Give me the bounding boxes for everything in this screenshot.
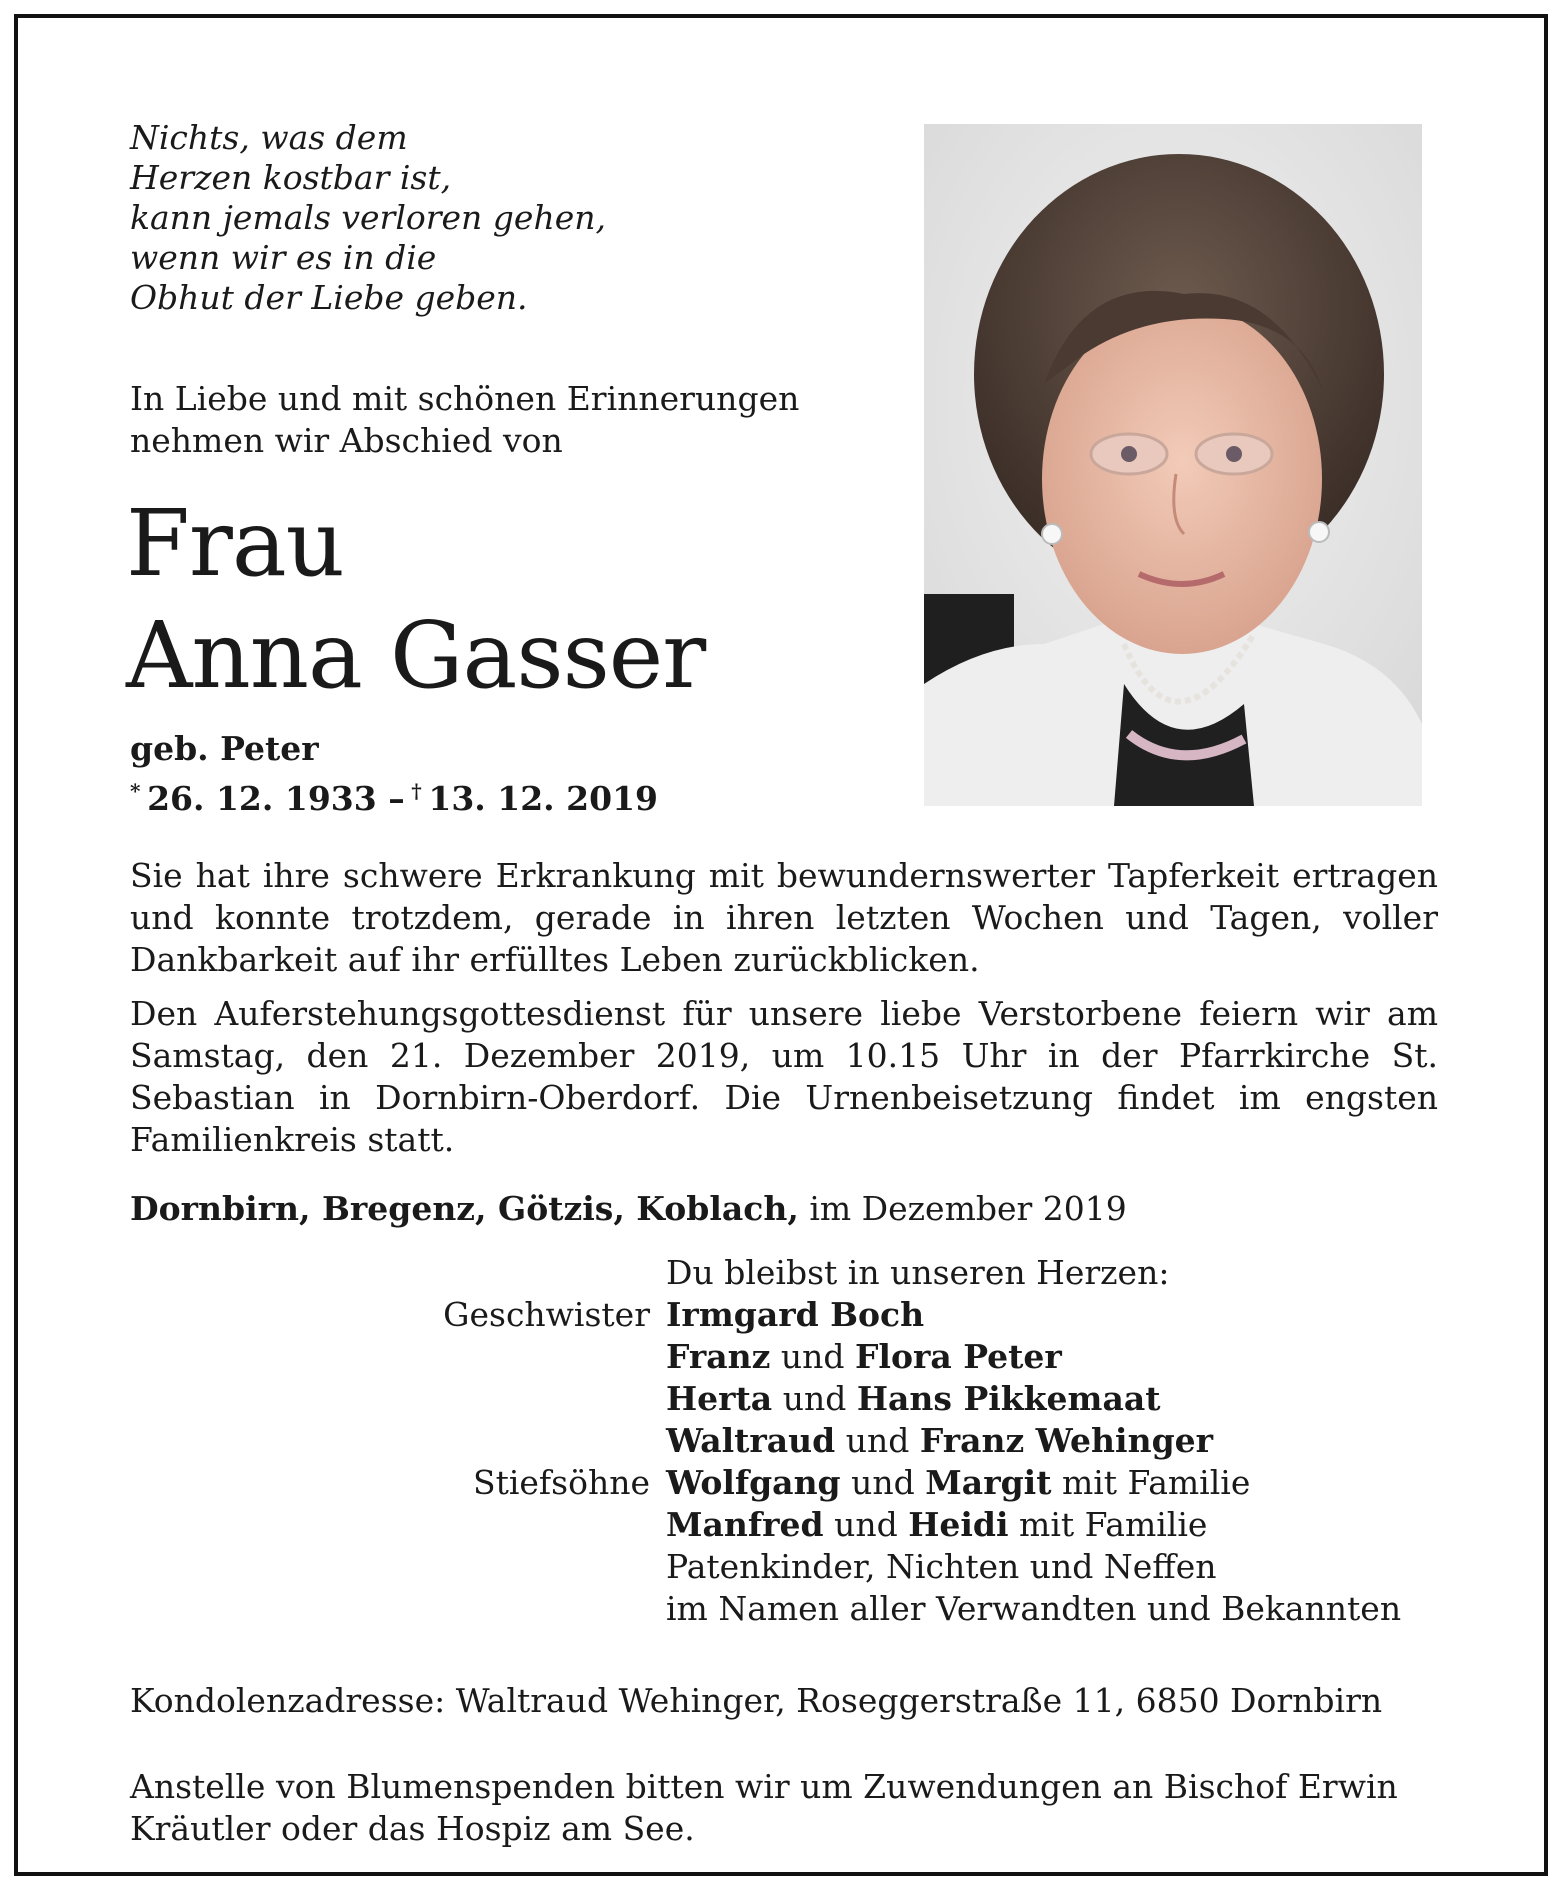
birth-date: 26. 12. 1933 – (147, 779, 405, 818)
mourner-name: Waltraud (666, 1421, 836, 1460)
mourners-heading: Du bleibst in unseren Herzen: (666, 1253, 1170, 1292)
mourner-name: Irmgard Boch (666, 1295, 925, 1334)
maiden-name: geb. Peter (130, 729, 319, 768)
list-item (0, 1504, 1568, 1546)
life-dates (130, 728, 658, 820)
mourners-list (0, 1252, 1568, 1630)
poem-line: kann jemals verloren gehen, (130, 198, 606, 237)
donation-note (130, 1766, 1398, 1850)
mourner-name: Manfred (666, 1505, 824, 1544)
mourner-name: Hans Pikkemaat (856, 1379, 1161, 1418)
conjunction: und (845, 1421, 910, 1460)
mourner-name: Flora Peter (855, 1337, 1062, 1376)
poem (130, 118, 606, 318)
mourner-names (666, 1378, 1160, 1420)
poem-line: Obhut der Liebe geben. (130, 278, 528, 317)
conjunction: und (780, 1337, 845, 1376)
towns: Dornbirn, Bregenz, Götzis, Koblach, (130, 1189, 799, 1228)
mourner-name: Wolfgang (666, 1463, 841, 1502)
conjunction: und (834, 1505, 898, 1544)
note-line: Anstelle von Blumenspenden bitten wir um Zuwendungen an Bischof Erwin (130, 1767, 1398, 1806)
portrait-photo (924, 124, 1422, 806)
month-year: im Dezember 2019 (809, 1189, 1127, 1228)
illness-paragraph: Sie hat ihre schwere Erkrankung mit bewundernswerter Tapferkeit ertragen und konnte trotzdem, gerade in ihren letzten Wochen und Tagen, voller Dankbarkeit auf ihr erfülltes Leben zurückblicken. (130, 856, 1438, 979)
mourner-names (666, 1420, 1213, 1462)
conjunction: und (851, 1463, 915, 1502)
salutation: Frau (126, 490, 344, 597)
death-date: 13. 12. 2019 (428, 779, 659, 818)
mourner-name: Franz Wehinger (919, 1421, 1214, 1460)
death-symbol: † (411, 779, 422, 803)
list-item (0, 1546, 1568, 1588)
family-suffix: mit Familie (1019, 1505, 1208, 1544)
relatives-line: im Namen aller Verwandten und Bekannten (666, 1589, 1402, 1628)
poem-line: Herzen kostbar ist, (130, 158, 452, 197)
mourner-name: Margit (925, 1463, 1052, 1502)
godchildren-line: Patenkinder, Nichten und Neffen (666, 1547, 1217, 1586)
mourner-name: Herta (666, 1379, 773, 1418)
condolence-address: Kondolenzadresse: Waltraud Wehinger, Roseggerstraße 11, 6850 Dornbirn (130, 1681, 1383, 1720)
list-item (0, 1252, 1568, 1294)
places-date-line (130, 1188, 1127, 1230)
mourner-names (666, 1294, 924, 1336)
mourner-name: Franz (666, 1337, 771, 1376)
date-line (130, 770, 658, 820)
birth-symbol: * (130, 779, 141, 803)
list-item (0, 1378, 1568, 1420)
list-item (0, 1420, 1568, 1462)
portrait-photo-icon (924, 124, 1422, 806)
intro-text (130, 378, 799, 462)
list-item (0, 1336, 1568, 1378)
deceased-name (126, 488, 705, 712)
role-siblings: Geschwister (443, 1295, 650, 1334)
note-line: Kräutler oder das Hospiz am See. (130, 1809, 695, 1848)
list-item (0, 1588, 1568, 1630)
poem-line: wenn wir es in die (130, 238, 437, 277)
mourner-names (666, 1504, 1207, 1546)
intro-line: nehmen wir Abschied von (130, 421, 563, 460)
list-item (0, 1462, 1568, 1504)
intro-line: In Liebe und mit schönen Erinnerungen (130, 379, 800, 418)
full-name: Anna Gasser (126, 602, 706, 709)
service-paragraph: Den Auferstehungsgottesdienst für unsere liebe Verstorbene feiern wir am Samstag, den 21. Dezember 2019, um 10.15 Uhr in der Pfarrkirche St. Sebastian in Dornbirn-Oberdorf. Die Urnenbeisetzung findet im engsten Familienkreis statt. (130, 994, 1438, 1159)
mourner-names (666, 1336, 1062, 1378)
family-suffix: mit Familie (1061, 1463, 1251, 1502)
list-item (0, 1294, 1568, 1336)
conjunction: und (782, 1379, 847, 1418)
mourner-names (666, 1462, 1250, 1504)
mourner-name: Heidi (908, 1505, 1009, 1544)
poem-line: Nichts, was dem (130, 118, 408, 157)
role-stepsons: Stiefsöhne (472, 1463, 650, 1502)
